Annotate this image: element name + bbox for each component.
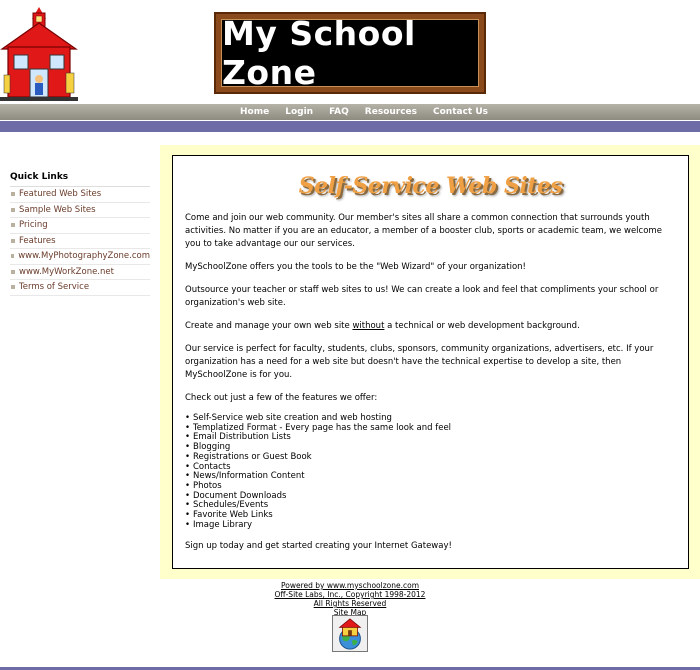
nav-faq[interactable]: FAQ <box>329 107 349 117</box>
main-content <box>172 155 689 569</box>
sidebar-item-label[interactable]: Features <box>19 235 56 246</box>
site-banner <box>214 12 486 94</box>
web-wizard-paragraph: MySchoolZone offers you the tools to be the "Web Wizard" of your organization! <box>185 262 526 272</box>
bullet-icon: • <box>185 519 191 530</box>
list-item-text: Registrations or Guest Book <box>193 451 312 462</box>
list-item-text: Templatized Format - Every page has the same look and feel <box>193 422 452 433</box>
list-item-text: Self-Service web site creation and web hosting <box>193 413 392 423</box>
rights-link[interactable]: All Rights Reserved <box>313 599 387 608</box>
bullet-icon: • <box>185 500 191 511</box>
sidebar-item-myworkzone[interactable] <box>10 265 150 281</box>
sidebar-item-label[interactable]: Pricing <box>19 220 48 231</box>
bullet-icon: • <box>185 510 191 521</box>
list-item-text: Document Downloads <box>193 490 287 501</box>
bullet-icon: • <box>185 480 191 491</box>
square-bullet-icon <box>11 239 15 243</box>
sidebar-item-label[interactable]: Terms of Service <box>19 282 90 293</box>
chalkboard <box>221 14 479 92</box>
schoolhouse-logo-icon <box>0 5 78 103</box>
headline-graphic <box>185 170 676 202</box>
copyright-link[interactable]: Off-Site Labs, Inc., Copyright 1998-2012 <box>274 590 426 599</box>
audience-paragraph: Our service is perfect for faculty, students, clubs, sponsors, community organizations, advertisers, etc. If your organization has a need for a web site but doesn't have the technical expertise to develop a site, then MySchoolZone is for you. <box>185 344 654 380</box>
create-manage-paragraph <box>185 320 676 333</box>
site-map-link[interactable]: Site Map <box>333 608 367 617</box>
list-item <box>185 511 676 521</box>
bullet-icon: • <box>185 422 191 433</box>
bullet-icon: • <box>185 451 191 462</box>
footer <box>0 581 700 617</box>
features-intro: Check out just a few of the features we offer: <box>185 393 378 403</box>
sidebar-item-featured-web-sites[interactable] <box>10 187 150 203</box>
list-item-text: Contacts <box>193 461 231 472</box>
text-segment: Create and manage your own web site <box>185 321 353 331</box>
outsource-paragraph: Outsource your teacher or staff web sites to us! We can create a look and feel that compliments your school or organization's web site. <box>185 285 659 308</box>
square-bullet-icon <box>11 208 15 212</box>
list-item-text: News/Information Content <box>193 471 305 482</box>
list-item <box>185 453 676 463</box>
sidebar-item-label[interactable]: www.MyPhotographyZone.com <box>18 251 150 262</box>
nav-resources[interactable]: Resources <box>364 107 418 117</box>
bullet-icon: • <box>185 413 191 423</box>
sidebar-item-sample-web-sites[interactable] <box>10 203 150 219</box>
quick-links-panel <box>10 172 150 296</box>
globe-house-icon[interactable] <box>332 615 368 652</box>
sidebar-item-features[interactable] <box>10 234 150 250</box>
nav-login[interactable]: Login <box>285 107 314 117</box>
square-bullet-icon <box>11 223 15 227</box>
sidebar-item-myphotographyzone[interactable] <box>10 249 150 265</box>
closing-paragraph: Sign up today and get started creating your Internet Gateway! <box>185 541 452 552</box>
bullet-icon: • <box>185 432 191 443</box>
sidebar-item-label[interactable]: Sample Web Sites <box>19 204 96 215</box>
list-item <box>185 472 676 482</box>
sidebar-item-pricing[interactable] <box>10 218 150 234</box>
page-title: Self-Service Web Sites <box>298 173 563 199</box>
sidebar-item-label[interactable]: www.MyWorkZone.net <box>19 266 114 277</box>
list-item <box>185 521 676 531</box>
quick-links-title: Quick Links <box>10 172 150 187</box>
emphasis-without: without <box>352 321 385 331</box>
intro-paragraph: Come and join our web community. Our member's sites all share a common connection that surrounds youth activities. No matter if you are an educator, a member of a booster club, sports or academic team, we welcome you to take advantage our our services. <box>185 213 662 249</box>
list-item-text: Blogging <box>193 442 231 453</box>
list-item-text: Schedules/Events <box>193 500 269 511</box>
square-bullet-icon <box>11 270 15 274</box>
list-item <box>185 433 676 443</box>
square-bullet-icon <box>11 254 14 258</box>
top-nav-bar <box>0 104 700 120</box>
feature-list <box>185 414 676 530</box>
text-segment: a technical or web development background. <box>384 321 580 331</box>
powered-by-link[interactable]: Powered by www.myschoolzone.com <box>280 581 420 590</box>
bullet-icon: • <box>185 461 191 472</box>
list-item-text: Image Library <box>193 519 253 530</box>
list-item-text: Email Distribution Lists <box>193 432 291 443</box>
nav-home[interactable]: Home <box>240 107 270 117</box>
square-bullet-icon <box>11 285 15 289</box>
sidebar-item-terms-of-service[interactable] <box>10 280 150 296</box>
accent-bar <box>0 121 700 132</box>
sidebar-item-label[interactable]: Featured Web Sites <box>19 189 102 200</box>
square-bullet-icon <box>11 192 15 196</box>
bullet-icon: • <box>185 442 191 453</box>
bullet-icon: • <box>185 490 191 501</box>
list-item-text: Photos <box>193 480 222 491</box>
bullet-icon: • <box>185 471 191 482</box>
list-item-text: Favorite Web Links <box>193 510 273 521</box>
nav-contact-us[interactable]: Contact Us <box>433 107 489 117</box>
banner-title: My School Zone <box>222 14 416 92</box>
